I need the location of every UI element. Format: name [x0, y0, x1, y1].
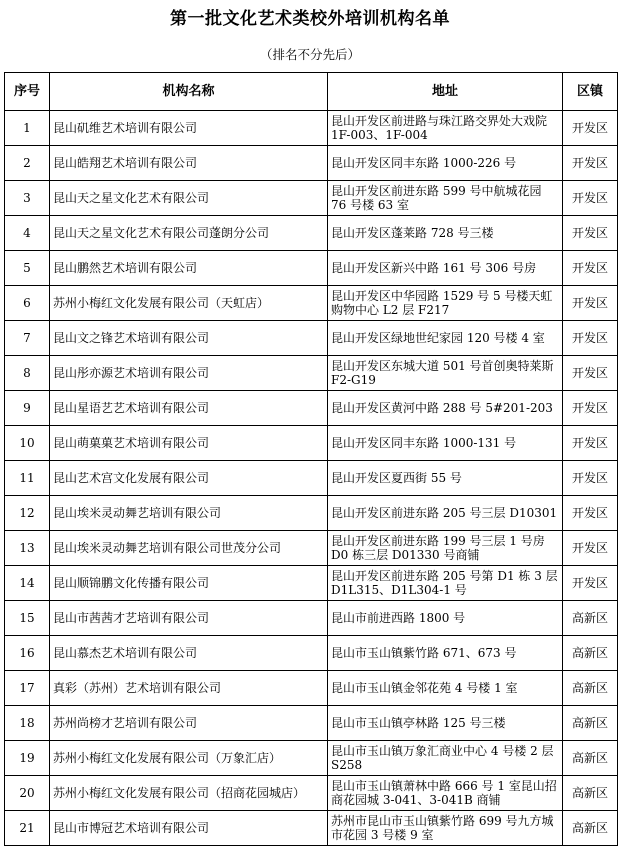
table-row — [5, 776, 618, 811]
cell-no: 10 — [5, 426, 50, 461]
cell-no: 11 — [5, 461, 50, 496]
cell-address: 昆山开发区东城大道 501 号首创奥特莱斯 F2-G19 — [328, 356, 563, 391]
table-row — [5, 111, 618, 146]
document-title: 第一批文化艺术类校外培训机构名单 — [170, 9, 450, 29]
cell-district: 高新区 — [563, 776, 618, 811]
cell-address: 昆山开发区夏西街 55 号 — [328, 461, 563, 496]
table-row — [5, 566, 618, 601]
cell-address: 昆山开发区同丰东路 1000-131 号 — [328, 426, 563, 461]
cell-no: 7 — [5, 321, 50, 356]
cell-district: 高新区 — [563, 811, 618, 846]
cell-name: 昆山彤亦源艺术培训有限公司 — [50, 356, 328, 391]
header-no: 序号 — [5, 73, 50, 111]
cell-name: 苏州尚榜才艺培训有限公司 — [50, 706, 328, 741]
cell-district: 高新区 — [563, 741, 618, 776]
table-header-row — [5, 73, 618, 111]
cell-address: 昆山开发区蓬莱路 728 号三楼 — [328, 216, 563, 251]
cell-address: 昆山市玉山镇金邻花苑 4 号楼 1 室 — [328, 671, 563, 706]
cell-address: 昆山开发区绿地世纪家园 120 号楼 4 室 — [328, 321, 563, 356]
cell-no: 16 — [5, 636, 50, 671]
cell-district: 开发区 — [563, 391, 618, 426]
cell-name: 昆山鹏然艺术培训有限公司 — [50, 251, 328, 286]
cell-name: 昆山埃米灵动舞艺培训有限公司世茂分公司 — [50, 531, 328, 566]
cell-address: 昆山开发区新兴中路 161 号 306 号房 — [328, 251, 563, 286]
cell-district: 开发区 — [563, 111, 618, 146]
cell-district: 开发区 — [563, 321, 618, 356]
cell-name: 昆山慕杰艺术培训有限公司 — [50, 636, 328, 671]
cell-no: 18 — [5, 706, 50, 741]
cell-name: 昆山皓翔艺术培训有限公司 — [50, 146, 328, 181]
cell-district: 开发区 — [563, 251, 618, 286]
table-row — [5, 426, 618, 461]
cell-name: 昆山市博冠艺术培训有限公司 — [50, 811, 328, 846]
table-row — [5, 496, 618, 531]
table-row — [5, 671, 618, 706]
table-row — [5, 811, 618, 846]
cell-address: 昆山开发区同丰东路 1000-226 号 — [328, 146, 563, 181]
cell-district: 开发区 — [563, 496, 618, 531]
cell-district: 开发区 — [563, 286, 618, 321]
document-subtitle: （排名不分先后） — [259, 47, 360, 62]
cell-district: 开发区 — [563, 566, 618, 601]
table-row — [5, 461, 618, 496]
table-row — [5, 741, 618, 776]
header-name: 机构名称 — [50, 73, 328, 111]
cell-address: 昆山开发区黄河中路 288 号 5#201-203 — [328, 391, 563, 426]
table-row — [5, 181, 618, 216]
cell-no: 14 — [5, 566, 50, 601]
table-row — [5, 286, 618, 321]
cell-district: 高新区 — [563, 601, 618, 636]
cell-no: 3 — [5, 181, 50, 216]
cell-no: 19 — [5, 741, 50, 776]
cell-name: 昆山天之星文化艺术有限公司蓬朗分公司 — [50, 216, 328, 251]
cell-address: 昆山开发区前进东路 199 号三层 1 号房 D0 栋三层 D01330 号商铺 — [328, 531, 563, 566]
table-row — [5, 356, 618, 391]
cell-district: 开发区 — [563, 146, 618, 181]
cell-no: 15 — [5, 601, 50, 636]
table-row — [5, 531, 618, 566]
table-row — [5, 251, 618, 286]
institution-table — [4, 72, 618, 846]
cell-name: 昆山市茜茜才艺培训有限公司 — [50, 601, 328, 636]
cell-no: 1 — [5, 111, 50, 146]
cell-district: 高新区 — [563, 706, 618, 741]
cell-no: 6 — [5, 286, 50, 321]
cell-no: 13 — [5, 531, 50, 566]
cell-district: 高新区 — [563, 671, 618, 706]
cell-no: 9 — [5, 391, 50, 426]
header-district: 区镇 — [563, 73, 618, 111]
cell-district: 开发区 — [563, 461, 618, 496]
table-row — [5, 391, 618, 426]
header-address: 地址 — [328, 73, 563, 111]
cell-name: 苏州小梅红文化发展有限公司（万象汇店） — [50, 741, 328, 776]
cell-no: 2 — [5, 146, 50, 181]
cell-district: 开发区 — [563, 426, 618, 461]
cell-no: 5 — [5, 251, 50, 286]
cell-no: 21 — [5, 811, 50, 846]
cell-no: 8 — [5, 356, 50, 391]
cell-name: 昆山埃米灵动舞艺培训有限公司 — [50, 496, 328, 531]
table-row — [5, 636, 618, 671]
cell-no: 17 — [5, 671, 50, 706]
cell-no: 4 — [5, 216, 50, 251]
cell-address: 昆山市玉山镇万象汇商业中心 4 号楼 2 层 S258 — [328, 741, 563, 776]
table-row — [5, 146, 618, 181]
cell-name: 昆山文之锋艺术培训有限公司 — [50, 321, 328, 356]
cell-name: 昆山萌菓菓艺术培训有限公司 — [50, 426, 328, 461]
cell-no: 20 — [5, 776, 50, 811]
table-row — [5, 216, 618, 251]
cell-address: 苏州市昆山市玉山镇紫竹路 699 号九方城市花园 3 号楼 9 室 — [328, 811, 563, 846]
table-body — [5, 111, 618, 846]
cell-district: 开发区 — [563, 531, 618, 566]
cell-name: 昆山矶维艺术培训有限公司 — [50, 111, 328, 146]
cell-district: 高新区 — [563, 636, 618, 671]
cell-no: 12 — [5, 496, 50, 531]
cell-district: 开发区 — [563, 216, 618, 251]
cell-name: 昆山艺术宫文化发展有限公司 — [50, 461, 328, 496]
cell-address: 昆山市前进西路 1800 号 — [328, 601, 563, 636]
cell-name: 真彩（苏州）艺术培训有限公司 — [50, 671, 328, 706]
cell-name: 昆山星语艺艺术培训有限公司 — [50, 391, 328, 426]
cell-address: 昆山市玉山镇紫竹路 671、673 号 — [328, 636, 563, 671]
cell-address: 昆山市玉山镇亭林路 125 号三楼 — [328, 706, 563, 741]
cell-address: 昆山市玉山镇萧林中路 666 号 1 室昆山招商花园城 3-041、3-041B 商铺 — [328, 776, 563, 811]
cell-address: 昆山开发区中华园路 1529 号 5 号楼天虹购物中心 L2 层 F217 — [328, 286, 563, 321]
cell-address: 昆山开发区前进东路 599 号中航城花园 76 号楼 63 室 — [328, 181, 563, 216]
table-row — [5, 706, 618, 741]
cell-district: 开发区 — [563, 181, 618, 216]
cell-address: 昆山开发区前进路与珠江路交界处大戏院 1F-003、1F-004 — [328, 111, 563, 146]
cell-district: 开发区 — [563, 356, 618, 391]
cell-name: 苏州小梅红文化发展有限公司（招商花园城店） — [50, 776, 328, 811]
cell-address: 昆山开发区前进东路 205 号三层 D10301 — [328, 496, 563, 531]
cell-name: 昆山天之星文化艺术有限公司 — [50, 181, 328, 216]
cell-name: 苏州小梅红文化发展有限公司（天虹店） — [50, 286, 328, 321]
table-row — [5, 601, 618, 636]
cell-address: 昆山开发区前进东路 205 号第 D1 栋 3 层 D1L315、D1L304-1 号 — [328, 566, 563, 601]
cell-name: 昆山顺锦鹏文化传播有限公司 — [50, 566, 328, 601]
table-row — [5, 321, 618, 356]
